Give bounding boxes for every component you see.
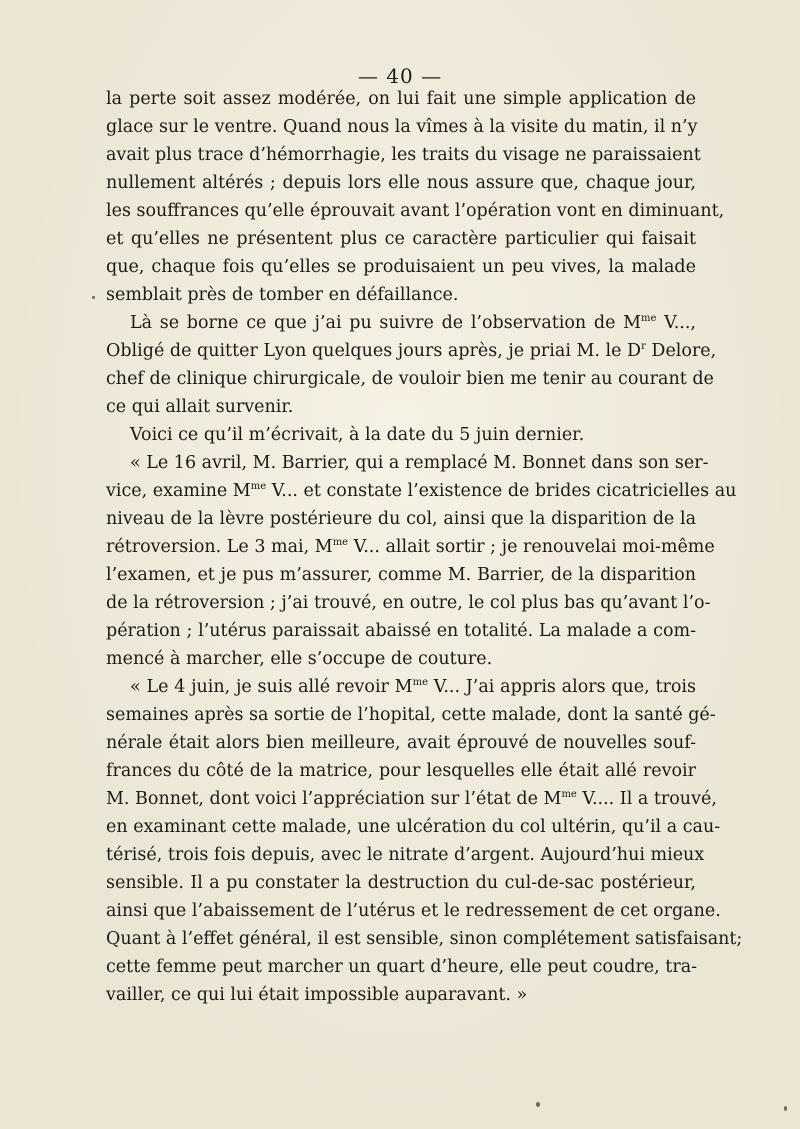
text-line: rétroversion. Le 3 mai, $M^{me}$ V... allait sortir ; je renouvelai moi-même: [106, 537, 715, 557]
paper-speck: [92, 296, 95, 299]
text-line: ainsi que l’abaissement de l’utérus et le redressement de cet organe.: [106, 901, 721, 921]
text-line: semblait près de tomber en défaillance.: [106, 285, 459, 305]
superscript: me: [332, 537, 349, 548]
superscript: me: [250, 481, 267, 492]
superscript: me: [641, 313, 657, 324]
text-line: et qu’elles ne présentent plus ce caractère particulier qui faisait: [106, 229, 696, 249]
text-line: Obligé de quitter Lyon quelques jours après, je priai M. le $D^r$ Delore,: [106, 341, 717, 361]
text-line: les souffrances qu’elle éprouvait avant l’opération vont en diminuant,: [106, 201, 725, 221]
text-line: en examinant cette malade, une ulcération du col ultérin, qu’il a cau-: [106, 817, 721, 837]
text-line: térisé, trois fois depuis, avec le nitrate d’argent. Aujourd’hui mieux: [106, 845, 705, 865]
text-line: Voici ce qu’il m’écrivait, à la date du 5 juin dernier.: [130, 425, 585, 445]
text-line: « Le 4 juin, je suis allé revoir $M^{me}$ V... J’ai appris alors que, trois: [130, 677, 696, 697]
text-line: cette femme peut marcher un quart d’heure, elle peut coudre, tra-: [106, 957, 698, 977]
page-number: — 40 —: [357, 64, 443, 88]
text-line: ce qui allait survenir.: [106, 397, 294, 417]
text-line: que, chaque fois qu’elles se produisaient un peu vives, la malade: [106, 257, 696, 277]
superscript: r: [641, 341, 646, 352]
paper-speck: [536, 1102, 540, 1107]
text-line: nullement altérés ; depuis lors elle nous assure que, chaque jour,: [106, 173, 696, 193]
text-line: chef de clinique chirurgicale, de vouloir bien me tenir au courant de: [106, 369, 714, 389]
text-line: frances du côté de la matrice, pour lesquelles elle était allé revoir: [106, 761, 696, 781]
text-line: glace sur le ventre. Quand nous la vîmes à la visite du matin, il n’y: [106, 117, 698, 137]
text-line: nérale était alors bien meilleure, avait éprouvé de nouvelles souf-: [106, 733, 696, 753]
superscript: me: [412, 677, 428, 688]
text-line: mencé à marcher, elle s’occupe de couture.: [106, 649, 493, 669]
text-line: vailler, ce qui lui était impossible auparavant. »: [106, 985, 528, 1005]
body-text: [106, 85, 743, 1009]
text-line: l’examen, et je pus m’assurer, comme M. Barrier, de la disparition: [106, 565, 696, 585]
text-line: Quant à l’effet général, il est sensible, sinon complétement satisfaisant;: [106, 929, 743, 949]
text-line: niveau de la lèvre postérieure du col, ainsi que la disparition de la: [106, 509, 696, 529]
text-line: pération ; l’utérus paraissait abaissé en totalité. La malade a com-: [106, 621, 696, 641]
text-line: M. Bonnet, dont voici l’appréciation sur l’état de $M^{me}$ V.... Il a trouvé,: [106, 789, 717, 809]
text-line: Là se borne ce que j’ai pu suivre de l’observation de $M^{me}$ V...,: [130, 313, 696, 333]
text-line: la perte soit assez modérée, on lui fait une simple application de: [106, 89, 696, 109]
text-line: semaines après sa sortie de l’hopital, cette malade, dont la santé gé-: [106, 705, 716, 725]
text-line: de la rétroversion ; j’ai trouvé, en outre, le col plus bas qu’avant l’o-: [106, 593, 711, 613]
text-line: sensible. Il a pu constater la destruction du cul-de-sac postérieur,: [106, 873, 696, 893]
text-line: « Le 16 avril, M. Barrier, qui a remplacé M. Bonnet dans son ser-: [130, 453, 709, 473]
paper-speck: [784, 1106, 787, 1111]
text-line: vice, examine $M^{me}$ V... et constate l’existence de brides cicatricielles au: [106, 481, 737, 501]
superscript: me: [561, 789, 577, 800]
text-line: avait plus trace d’hémorrhagie, les traits du visage ne paraissaient: [106, 145, 701, 165]
